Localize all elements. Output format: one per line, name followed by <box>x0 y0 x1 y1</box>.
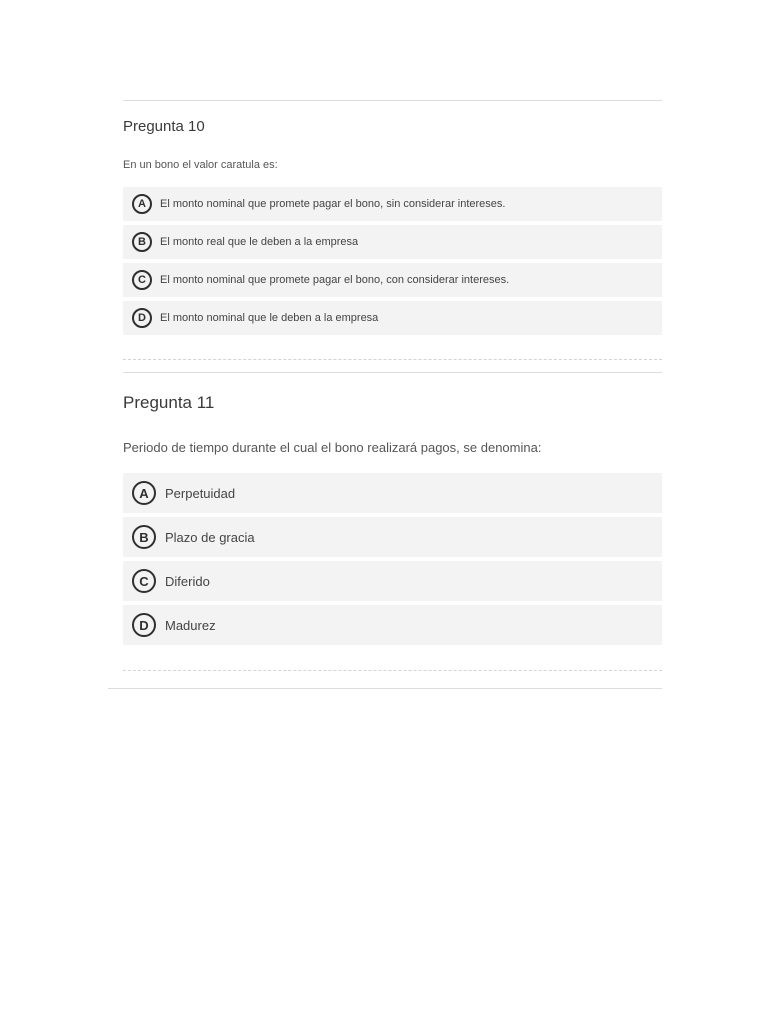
answer-option-d[interactable] <box>123 301 662 335</box>
question-10-end-divider <box>123 359 662 360</box>
question-prompt: Periodo de tiempo durante el cual el bono realizará pagos, se denomina: <box>123 440 542 455</box>
option-letter-c-icon: C <box>132 270 152 290</box>
option-letter-a-icon: A <box>132 481 156 505</box>
option-text: Perpetuidad <box>165 485 236 501</box>
answer-option-a[interactable] <box>123 187 662 221</box>
question-prompt: En un bono el valor caratula es: <box>123 159 278 171</box>
option-text: El monto nominal que le deben a la empresa <box>160 312 379 324</box>
option-text: El monto real que le deben a la empresa <box>160 236 359 248</box>
option-text: El monto nominal que promete pagar el bono, con considerar intereses. <box>160 274 510 286</box>
bottom-divider <box>108 688 662 689</box>
answer-option-b[interactable] <box>123 225 662 259</box>
question-10 <box>123 117 662 339</box>
option-letter-b-icon: B <box>132 525 156 549</box>
option-letter-c-icon: C <box>132 569 156 593</box>
answer-option-d[interactable] <box>123 605 662 645</box>
answer-options <box>123 187 662 335</box>
answer-option-a[interactable] <box>123 473 662 513</box>
answer-option-c[interactable] <box>123 561 662 601</box>
option-letter-a-icon: A <box>132 194 152 214</box>
question-11-top-divider <box>123 372 662 373</box>
option-letter-b-icon: B <box>132 232 152 252</box>
question-11-end-divider <box>123 670 662 671</box>
option-text: Diferido <box>165 573 210 589</box>
answer-option-c[interactable] <box>123 263 662 297</box>
answer-option-b[interactable] <box>123 517 662 557</box>
question-11 <box>123 392 662 649</box>
question-title: Pregunta 11 <box>123 393 215 412</box>
option-text: El monto nominal que promete pagar el bono, sin considerar intereses. <box>160 198 506 210</box>
answer-options <box>123 473 662 645</box>
option-letter-d-icon: D <box>132 308 152 328</box>
top-divider <box>123 100 662 101</box>
option-text: Plazo de gracia <box>165 529 255 545</box>
option-letter-d-icon: D <box>132 613 156 637</box>
question-title: Pregunta 10 <box>123 118 205 135</box>
option-text: Madurez <box>165 617 216 633</box>
